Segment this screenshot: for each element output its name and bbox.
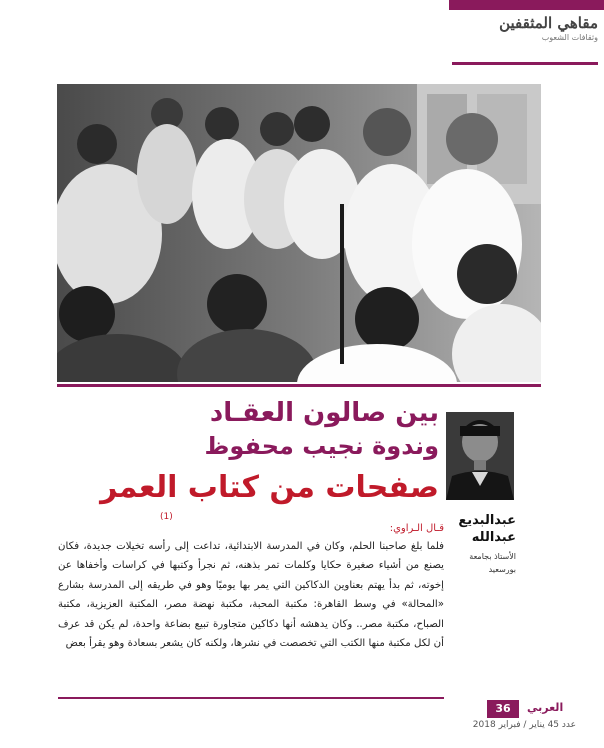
footer-rule [58, 697, 444, 699]
archive-photo-image [57, 84, 541, 382]
body-paragraph: فلما بلغ صاحبنا الحلم، وكان في المدرسة الابتدائية، تداعت إلى رأسه تخيلات جديدة، فكان يصنع من أشياء صغيرة حكايا وكلمات تمر بذهنه، ثم نجرأ وكتبها في كراسات وأخفاها عن إخوته، ثم بدأ يهتم بعناوين الدكاكين التي يمر بها يوميًا وهو في طريقه إلى المدرسة بشارع «المحالة» في وسط القاهرة: مكتبة المحبة، مكتبة نهضة مصر، المكتبة العزيزية، مكتبة الصباح، مكتبة مصر.. وكان يدهشه أنها دكاكين متجاورة تبيع بضاعة واحدة، لم يكن قد عرف أن لكل مكتبة منها الكتب التي تخصصت في نشرها، ولكنه كان يشعر بسعادة وهو يقرأ بعض [58, 541, 444, 650]
section-title: مقاهي المثقفين [499, 14, 598, 32]
author-portrait-image [446, 412, 514, 500]
author-role-line1: الأستاذ بجامعة [469, 552, 516, 561]
author-first-name: عبدالبديع [458, 513, 516, 528]
author-role-line2: بورسعيد [488, 565, 516, 574]
author-portrait [446, 412, 514, 500]
page-number: 36 [487, 700, 519, 718]
top-accent-bar [449, 0, 604, 10]
article-title-line3: صفحات من كتاب العمر [100, 470, 439, 505]
article-title-line2: وندوة نجيب محفوظ [204, 432, 439, 460]
narrator-label: قـال الـراوي: [389, 523, 444, 534]
author-name [444, 512, 516, 546]
article-title-line1: بين صالون العقـاد [209, 398, 439, 428]
section-logo [452, 14, 598, 44]
photo-underline [57, 384, 541, 387]
section-subtitle: وثقافات الشعوب [541, 33, 598, 42]
issue-info: عدد 45 يناير / فبراير 2018 [472, 720, 576, 730]
archive-photo [57, 84, 541, 382]
magazine-logo: العربي [527, 701, 564, 714]
author-role [444, 550, 516, 576]
article-body [58, 537, 444, 653]
footnote-marker: (1) [160, 512, 173, 522]
logo-underline [452, 62, 598, 65]
author-last-name: عبدالله [471, 530, 516, 545]
